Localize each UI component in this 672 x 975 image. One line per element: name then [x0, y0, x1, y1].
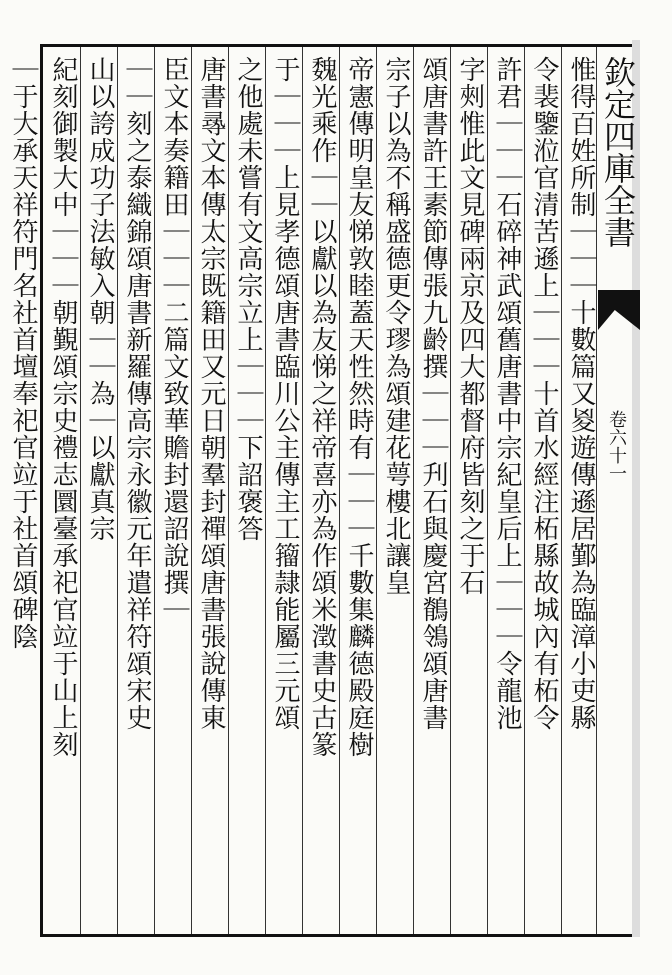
text-column-5: 頌唐書許王素節傳張九齡撰｜｜｜刋石與慶宮鶺鴒頌唐書: [418, 56, 448, 731]
text-column-3: 許君｜｜｜石碎神武頌舊唐書中宗紀皇后上｜｜｜令龍池: [492, 56, 522, 731]
text-column-4: 字㓨惟此文見碑兩京及四大都督府皆刻之于石: [455, 56, 485, 596]
text-column-14: 山以誇成功子法敏入朝｜｜為｜以獻真宗: [85, 56, 115, 542]
text-column-11: 唐書㝷文本傳太宗既籍田又元日朝羣封禪頌唐書張說傳東: [196, 56, 226, 731]
text-column-16: ｜于大承天祥符門名社首壇奉祀官竝于社首頌碑陰: [8, 56, 38, 650]
juan-label: 卷六十一: [606, 410, 627, 482]
text-column-9: 于｜｜｜上見孝德頌唐書臨川公主傳主工籀隷能屬三元頌: [270, 56, 300, 731]
text-column-1: 惟得百姓所制｜｜｜十數篇又㚇遊傳遜居鄞為臨漳小吏縣: [566, 56, 596, 731]
text-column-6: 宗子以為不稱盛德更令璆為頌建花萼樓北讓皇: [381, 56, 411, 596]
text-column-10: 之他處未嘗有文高宗立上｜｜｜下詔褒答: [233, 56, 263, 542]
book-title: 欽定四庫全書: [599, 56, 637, 248]
text-column-13: ｜｜刻之泰織錦頌唐書新羅傳高宗永徽元年遣祥符頌宋史: [122, 56, 152, 731]
text-column-8: 魏光乘作｜｜以獻以為友悌之祥帝喜亦為作頌米澂書史古篆: [307, 56, 337, 758]
text-column-12: 臣文本奏籍田｜｜｜二篇文致華贍封還詔說撰｜: [159, 56, 189, 623]
text-column-7: 帝憲傳明皇友悌敦睦蓋天性然時有｜｜｜千數集麟德殿庭樹: [344, 56, 374, 758]
text-column-2: 令裴鑒涖官清苦遜上｜｜｜十首水經注柘縣故城內有柘令: [529, 56, 559, 731]
text-column-15: 紀刻御製大中｜｜｜朝覲頌宗史禮志圜臺承祀官竝于山上刻: [48, 56, 78, 758]
